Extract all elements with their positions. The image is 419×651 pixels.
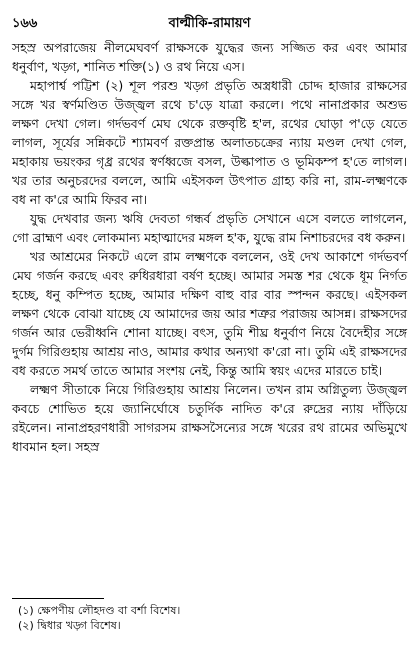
running-title: বাল্মীকি-রামায়ণ (168, 16, 251, 31)
page-number: ১৬৬ (12, 16, 38, 31)
page-header (12, 14, 407, 38)
footnote-divider (12, 598, 104, 599)
paragraph: লক্ষ্মণ সীতাকে নিয়ে গিরিগুহায় আশ্রয় নিলেন। তখন রাম অগ্নিতুল্য উজ্জ্বল কবচে শোভিত হয়ে জ্যানির্ঘোষে চতুর্দিক নাদিত ক'রে রুদ্রের ন্যায় দাঁড়িয়ে রইলেন। নানাপ্রহরণধারী সাগরসম রাক্ষসসৈন্যের সঙ্গে খরের রথ রামের অভিমুখে ধাবমান হল। সহস্র (12, 382, 407, 454)
footnote: (২) দ্বিধার খড়্গ বিশেষ। (18, 619, 121, 632)
footnotes (12, 598, 407, 633)
paragraph: খর আশ্রমের নিকটে এলে রাম লক্ষ্মণকে বললেন, ওই দেখ আকাশে গর্দভবর্ণ মেঘ গর্জন করছে এবং রুধিরধারা বর্ষণ হচ্ছে। আমার সমস্ত শর থেকে ধূম নির্গত হচ্ছে, ধনু কম্পিত হচ্ছে, আমার দক্ষিণ বাহু বার বার স্পন্দন করছে। এইসকল লক্ষণ থেকে বোঝা যাচ্ছে যে আমাদের জয় আর শত্রুর পরাজয় আসন্ন। রাক্ষসদের গর্জন আর ভেরীধ্বনি শোনা যাচ্ছে। বৎস, তুমি শীঘ্র ধনুর্বাণ নিয়ে বৈদেহীর সঙ্গে দুর্গম গিরিগুহায় আশ্রয় নাও, আমার কথার অন্যথা ক'রো না। তুমি এই রাক্ষসদের বধ করতে সমর্থ তাতে আমার সংশয় নেই, কিন্তু আমি স্বয়ং এদের মারতে চাই। (12, 249, 407, 378)
paragraph: মহাপার্শ্ব পট্টিশ (২) শূল পরশু খড়্গ প্রভৃতি অস্ত্রধারী চোদ্দ হাজার রাক্ষসের সঙ্গে খর স্বর্ণমণ্ডিত উজ্জ্বল রথে চ'ড়ে যাত্রা করলে। পথে নানাপ্রকার অশুভ লক্ষণ দেখা গেল। গর্দভবর্ণ মেঘ থেকে রক্তবৃষ্টি হ'ল, রথের ঘোড়া প'ড়ে যেতে লাগল, সূর্যের সন্নিকটে শ্যামবর্ণ রক্তপ্রান্ত অলাতচক্রের ন্যায় মণ্ডল দেখা গেল, মহাকায় ভয়ংকর গৃধ্র রথের স্বর্ণধ্বজে বসল, উল্কাপাত ও ভূমিকম্প হ'তে লাগল। খর তার অনুচরদের বললে, আমি এইসকল উৎপাত গ্রাহ্য করি না, রাম-লক্ষ্মণকে বধ না ক'রে আমি ফিরব না। (12, 78, 407, 207)
body-text (12, 38, 407, 456)
footnote: (১) ক্ষেপণীয় লৌহদণ্ড বা বর্শা বিশেষ। (18, 604, 181, 617)
paragraph: যুদ্ধ দেখবার জন্য ঋষি দেবতা গন্ধর্ব প্রভৃতি সেখানে এসে বলতে লাগলেন, গো ব্রাহ্মণ এবং লোকমান্য মহাত্মাদের মঙ্গল হ'ক, যুদ্ধে রাম নিশাচরদের বধ করুন। (12, 211, 407, 245)
paragraph: সহস্র অপরাজেয় নীলমেঘবর্ণ রাক্ষসকে যুদ্ধের জন্য সজ্জিত কর এবং আমার ধনুর্বাণ, খড়্গ, শানিত শক্তি(১) ও রথ নিয়ে এস। (12, 40, 407, 74)
